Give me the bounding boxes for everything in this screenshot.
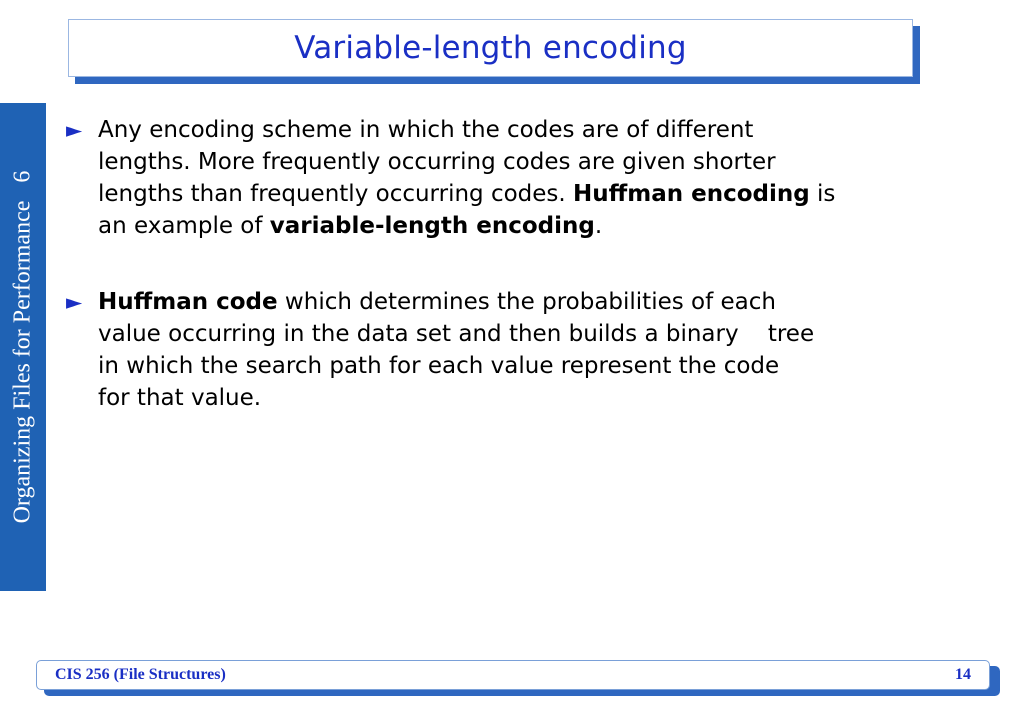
bullet-bold-term: Huffman code [98, 289, 278, 315]
bullet-arrow-icon: ► [66, 118, 83, 142]
footer-page-number: 14 [955, 666, 971, 683]
bullet-line: in which the search path for each value represent the code [98, 353, 780, 379]
slide-title: Variable-length encoding [294, 30, 687, 66]
bullet-text: . [594, 213, 603, 239]
sidebar-text: Organizing Files for Performance 6 [9, 170, 36, 524]
bullet-line [98, 178, 980, 210]
bullet-line: for that value. [98, 385, 262, 411]
bullet-bold-term: Huffman encoding [573, 181, 810, 207]
bullet-bold-term: variable-length encoding [269, 213, 595, 239]
bullet-variable-length [60, 114, 980, 242]
sidebar-banner [0, 103, 46, 591]
bullet-text: an example of [98, 213, 270, 239]
bullet-line [98, 286, 980, 318]
bullet-text: is [809, 181, 836, 207]
bullet-line: Any encoding scheme in which the codes are of different [98, 117, 754, 143]
bullet-huffman-code [60, 286, 980, 414]
title-box [68, 19, 913, 77]
bullet-text: which determines the probabilities of each [277, 289, 776, 315]
bullet-line [98, 210, 980, 242]
footer-course: CIS 256 (File Structures) [55, 666, 226, 683]
bullet-text: lengths than frequently occurring codes. [98, 181, 574, 207]
bullet-arrow-icon: ► [66, 290, 83, 314]
bullet-line: value occurring in the data set and then builds a binary tree [98, 321, 815, 347]
footer-bar [36, 660, 990, 690]
slide-content [60, 114, 980, 414]
bullet-line: lengths. More frequently occurring codes are given shorter [98, 149, 776, 175]
